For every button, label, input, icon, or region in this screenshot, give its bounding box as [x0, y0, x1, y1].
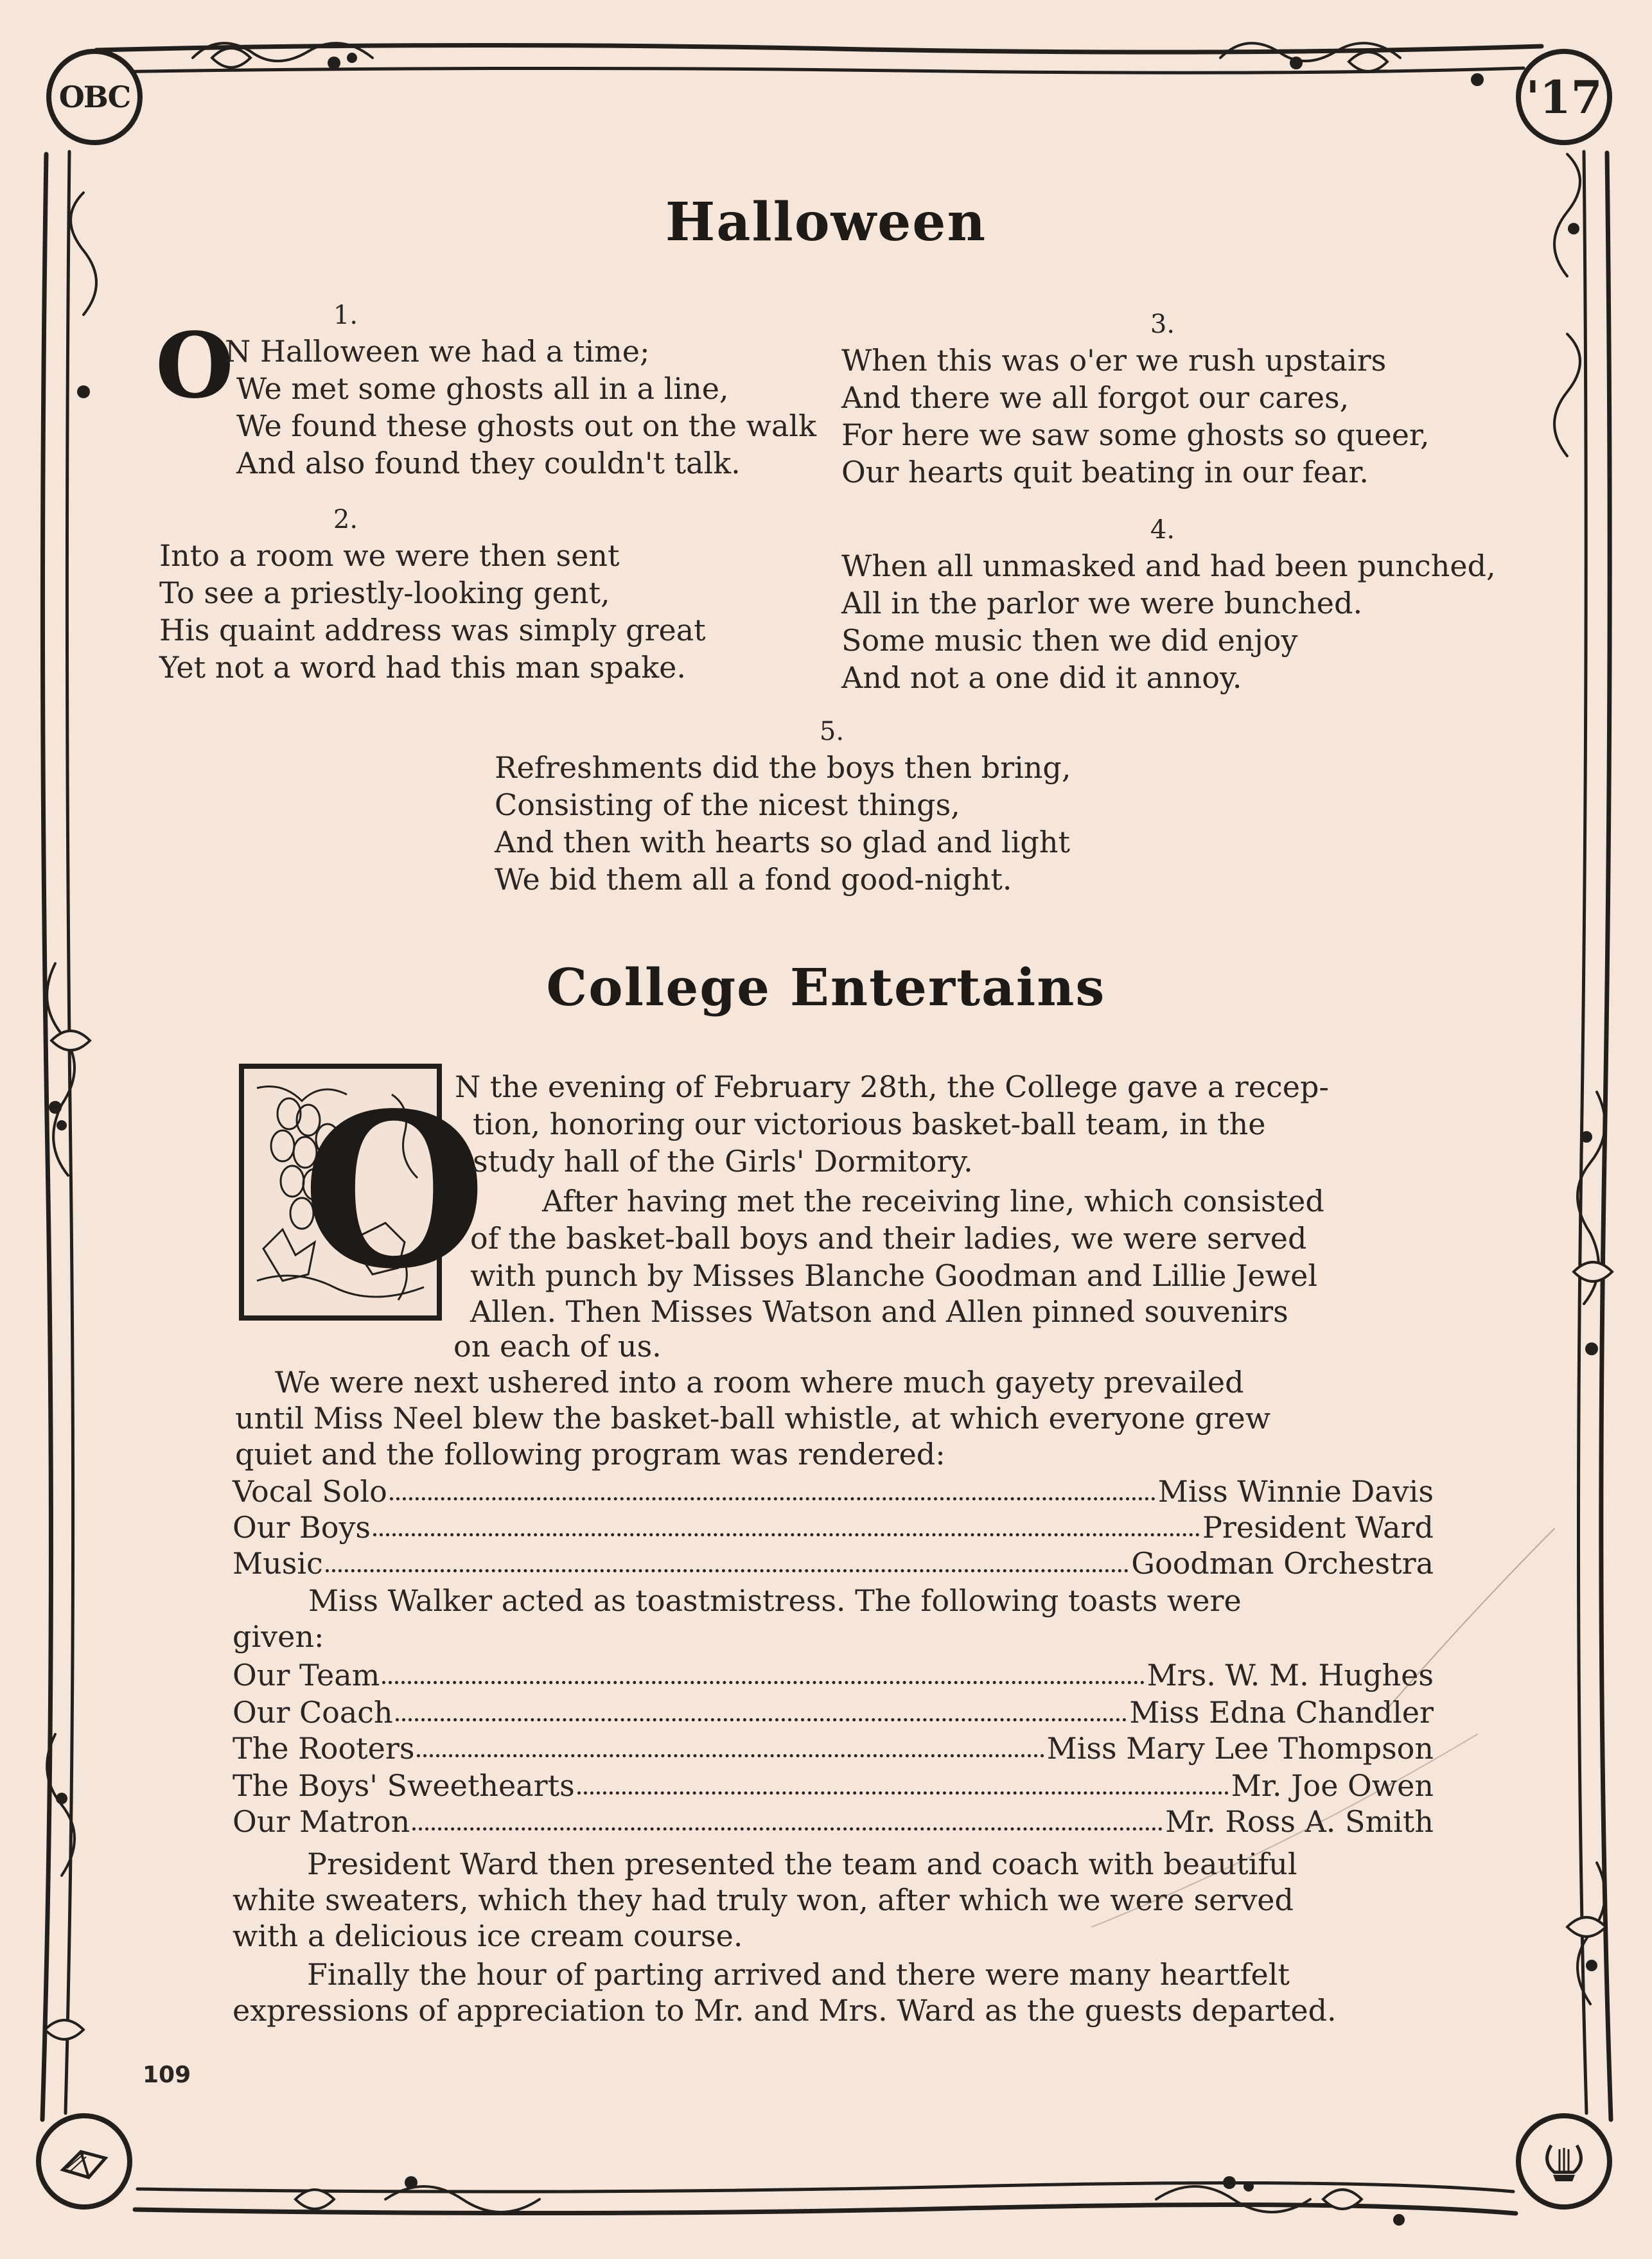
para1-line-3 — [473, 1143, 973, 1179]
verse-number: 1. — [333, 301, 358, 330]
verse-number: 5. — [819, 717, 845, 746]
verse-line: For here we saw some ghosts so queer, — [841, 418, 1430, 452]
verse-line: Consisting of the nicest things, — [495, 787, 960, 822]
text-line: We were next ushered into a room where much gayety prevailed — [275, 1365, 1244, 1400]
book-emblem — [36, 2113, 132, 2210]
toast-item: Our Matron — [233, 1804, 410, 1839]
toast-speaker: Mr. Ross A. Smith — [1165, 1804, 1434, 1839]
college-entertains-title: College Entertains — [546, 957, 1106, 1017]
para2-line-2 — [470, 1220, 1306, 1256]
program-row — [233, 1473, 1434, 1509]
toast-row — [233, 1804, 1434, 1840]
toast-row — [233, 1694, 1434, 1730]
text-line: Miss Walker acted as toastmistress. The following toasts were — [308, 1583, 1242, 1618]
toast-item: The Rooters — [233, 1731, 415, 1766]
toast-item: Our Team — [233, 1658, 380, 1692]
dot-leader — [417, 1754, 1044, 1757]
program-row — [233, 1509, 1434, 1545]
lyre-icon — [1535, 2132, 1593, 2190]
verse-1 — [159, 298, 816, 482]
lyre-emblem — [1516, 2113, 1612, 2210]
text-line: Finally the hour of parting arrived and there were many heartfelt — [307, 1957, 1290, 1992]
toast-row — [233, 1657, 1434, 1693]
program-performer: President Ward — [1202, 1510, 1434, 1545]
verse-line: Some music then we did enjoy — [841, 623, 1298, 658]
ornate-drop-cap — [239, 1064, 487, 1321]
verse-5 — [495, 714, 1137, 898]
verse-number: 3. — [1150, 310, 1175, 339]
para4-line-1 — [308, 1583, 1242, 1619]
para4-line-2 — [233, 1619, 324, 1655]
verse-line: When all unmasked and had been punched, — [841, 549, 1496, 583]
text-line: with a delicious ice cream course. — [233, 1919, 743, 1953]
year-text: '17 — [1525, 70, 1603, 124]
verse-number: 2. — [333, 505, 358, 534]
verse-line: To see a priestly-looking gent, — [159, 576, 610, 610]
monogram-text: OBC — [58, 80, 130, 114]
dot-leader — [373, 1533, 1200, 1536]
text-line: Allen. Then Misses Watson and Allen pinned souvenirs — [470, 1294, 1288, 1329]
drop-cap-letter: O — [302, 1066, 487, 1315]
toast-row — [233, 1768, 1434, 1804]
verse-4 — [841, 513, 1548, 696]
para5-line-3 — [233, 1918, 743, 1954]
toast-speaker: Mr. Joe Owen — [1231, 1768, 1434, 1803]
toast-speaker: Miss Edna Chandler — [1129, 1695, 1434, 1730]
college-monogram-badge — [46, 49, 143, 145]
program-performer: Miss Winnie Davis — [1157, 1474, 1434, 1509]
para5-line-1 — [307, 1846, 1297, 1882]
toast-item: The Boys' Sweethearts — [233, 1768, 575, 1803]
verse-line: His quaint address was simply great — [159, 613, 706, 647]
text-line: with punch by Misses Blanche Goodman and Lillie Jewel — [470, 1258, 1318, 1293]
para3-line-1 — [275, 1364, 1244, 1400]
page-number: 109 — [143, 2062, 191, 2088]
text-line: N the evening of February 28th, the College gave a recep- — [455, 1069, 1329, 1104]
text-line: on each of us. — [453, 1329, 662, 1364]
text-line: until Miss Neel blew the basket-ball whistle, at which everyone grew — [235, 1401, 1271, 1436]
text-line: After having met the receiving line, which consisted — [542, 1184, 1324, 1218]
dot-leader — [326, 1569, 1129, 1572]
text-line: quiet and the following program was rendered: — [235, 1437, 945, 1472]
dot-leader — [382, 1681, 1144, 1684]
text-line: of the basket-ball boys and their ladies, we were served — [470, 1221, 1307, 1256]
verse-line: N Halloween we had a time; — [225, 334, 650, 369]
dot-leader — [396, 1718, 1127, 1721]
book-icon — [55, 2132, 113, 2190]
verse-number: 4. — [1150, 515, 1175, 545]
para2-line-5 — [453, 1328, 662, 1364]
verse-line: And also found they couldn't talk. — [236, 446, 741, 480]
para3-line-2 — [235, 1400, 1270, 1436]
verse-line: We bid them all a fond good-night. — [495, 862, 1012, 897]
para6-line-1 — [307, 1956, 1290, 1992]
year-badge — [1516, 49, 1612, 145]
dot-leader — [577, 1791, 1229, 1795]
para2-line-4 — [470, 1294, 1288, 1330]
verse-line: And there we all forgot our cares, — [841, 380, 1349, 415]
text-line: expressions of appreciation to Mr. and Mrs. Ward as the guests departed. — [233, 1993, 1337, 2028]
dot-leader — [412, 1827, 1163, 1831]
toast-item: Our Coach — [233, 1695, 393, 1730]
verse-line: And then with hearts so glad and light — [495, 825, 1070, 859]
verse-line: Into a room we were then sent — [159, 538, 620, 573]
verse-3 — [841, 307, 1522, 491]
verse-line: And not a one did it annoy. — [841, 660, 1242, 695]
toast-speaker: Mrs. W. M. Hughes — [1147, 1658, 1434, 1692]
para3-line-3 — [235, 1436, 945, 1472]
program-performer: Goodman Orchestra — [1131, 1546, 1434, 1581]
para5-line-2 — [233, 1882, 1294, 1918]
text-line: given: — [233, 1619, 324, 1654]
para2-line-1 — [542, 1183, 1324, 1219]
verse-line: Refreshments did the boys then bring, — [495, 750, 1071, 785]
dot-leader — [390, 1497, 1156, 1500]
halloween-title: Halloween — [665, 191, 987, 253]
text-line: white sweaters, which they had truly won, after which we were served — [233, 1883, 1294, 1917]
text-line: President Ward then presented the team and coach with beautiful — [307, 1847, 1297, 1881]
para1-line-2 — [473, 1106, 1434, 1142]
verse-line: All in the parlor we were bunched. — [841, 586, 1363, 620]
verse-line: Yet not a word had this man spake. — [159, 650, 686, 685]
program-row — [233, 1545, 1434, 1581]
verse-2 — [159, 502, 802, 686]
program-item: Music — [233, 1546, 323, 1581]
para1-line-1 — [455, 1069, 1434, 1105]
verse-line: When this was o'er we rush upstairs — [841, 343, 1387, 378]
program-item: Vocal Solo — [233, 1474, 387, 1509]
halloween-drop-cap: O — [155, 313, 234, 419]
toast-row — [233, 1730, 1434, 1766]
program-item: Our Boys — [233, 1510, 371, 1545]
toast-speaker: Miss Mary Lee Thompson — [1046, 1731, 1434, 1766]
verse-line: We met some ghosts all in a line, — [236, 371, 729, 406]
para2-line-3 — [470, 1258, 1317, 1294]
verse-line: We found these ghosts out on the walk — [236, 409, 816, 443]
para6-line-2 — [233, 1992, 1337, 2028]
text-line: study hall of the Girls' Dormitory. — [473, 1144, 973, 1179]
verse-line: Our hearts quit beating in our fear. — [841, 455, 1369, 489]
text-line: tion, honoring our victorious basket-ball team, in the — [473, 1107, 1266, 1141]
